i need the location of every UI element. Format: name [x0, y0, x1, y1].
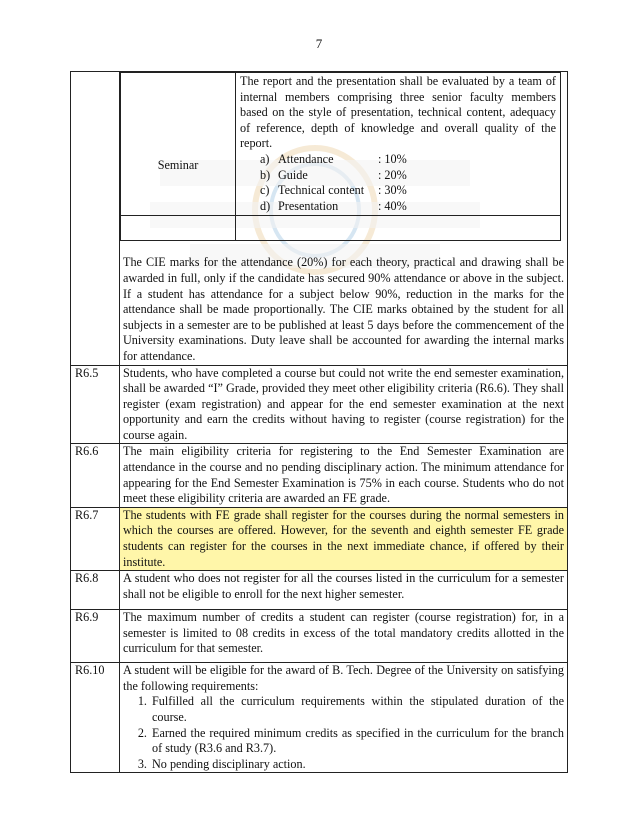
rule-text: Students, who have completed a course but could not write the end semester examination, shall be awarded “I” Grade, provided they meet other eligibility criteria (R6.6). They shall register (exam registration) and appear for the end semester examination at the next opportunity and earn the credits without having to register (course registration) for the course again. [120, 365, 568, 444]
rule-text: The main eligibility criteria for registering to the End Semester Examination are attendance in the course and no pending disciplinary action. The minimum attendance for appearing for the End Semester Examination is 75% in each course. Students who do not meet these eligibility criteria are awarded an FE grade. [120, 444, 568, 507]
rule-text: The students with FE grade shall register for the courses during the normal semesters in which the courses are offered. However, for the seventh and eighth semester FE grade students can register for the courses in the next immediate chance, if offered by their institute. [120, 507, 568, 570]
rule-code: R6.8 [71, 571, 120, 610]
regulations-table [70, 71, 568, 773]
rule-code: R6.6 [71, 444, 120, 507]
cie-attendance-paragraph: The CIE marks for the attendance (20%) for each theory, practical and drawing shall be awarded in full, only if the candidate has secured 90% attendance or above in the subject. If a student has attendance for a subject below 90%, reduction in the marks for the attendance shall be made proportionally. The CIE marks obtained by the student for all subjects in a semester are to be published at least 5 days before the commencement of the University examinations. Duty leave shall be accounted for awarding the internal marks for attendance. [123, 255, 564, 363]
seminar-description: The report and the presentation shall be evaluated by a team of internal members comprising three senior faculty members based on the style of presentation, technical content, adequacy of reference, depth of knowledge and overall quality of the report. [240, 74, 556, 151]
seminar-evaluation-table [120, 72, 561, 241]
page-number: 7 [315, 36, 323, 51]
requirement-item: 1. Fulfilled all the curriculum requirements within the stipulated duration of the course. [150, 694, 564, 725]
criteria-item: b) Guide : 20% [260, 167, 407, 182]
seminar-criteria-list [240, 152, 556, 214]
seminar-row [71, 72, 568, 366]
degree-requirements-list [123, 694, 564, 772]
rule-text: A student who does not register for all the courses listed in the curriculum for a semester shall not be eligible to enroll for the next higher semester. [120, 571, 568, 610]
rule-code: R6.10 [71, 663, 120, 773]
rule-code: R6.7 [71, 507, 120, 570]
rule-row-r6-9 [71, 610, 568, 663]
rule-row-r6-8 [71, 571, 568, 610]
criteria-item: a) Attendance : 10% [260, 151, 407, 166]
seminar-label: Seminar [121, 73, 236, 216]
requirement-item: 2. Earned the required minimum credits as specified in the curriculum for the branch of study (R3.6 and R3.7). [150, 726, 564, 757]
rule-code: R6.5 [71, 365, 120, 444]
rule-row-r6-7 [71, 507, 568, 570]
requirement-item: 3. No pending disciplinary action. [150, 757, 564, 773]
criteria-item: d) Presentation : 40% [260, 198, 407, 213]
empty-code-cell [71, 72, 120, 366]
rule-row-r6-10 [71, 663, 568, 773]
rule-text: The maximum number of credits a student can register (course registration) for, in a semester is limited to 08 credits in excess of the total mandatory credits allotted in the curriculum for that semester. [120, 610, 568, 663]
rule-row-r6-5 [71, 365, 568, 444]
rule-row-r6-6 [71, 444, 568, 507]
rule-r6-10-intro: A student will be eligible for the award of B. Tech. Degree of the University on satisfying the following requirements: [123, 663, 564, 693]
empty-inner-row [121, 216, 561, 241]
rule-code: R6.9 [71, 610, 120, 663]
criteria-item: c) Technical content : 30% [260, 183, 407, 198]
